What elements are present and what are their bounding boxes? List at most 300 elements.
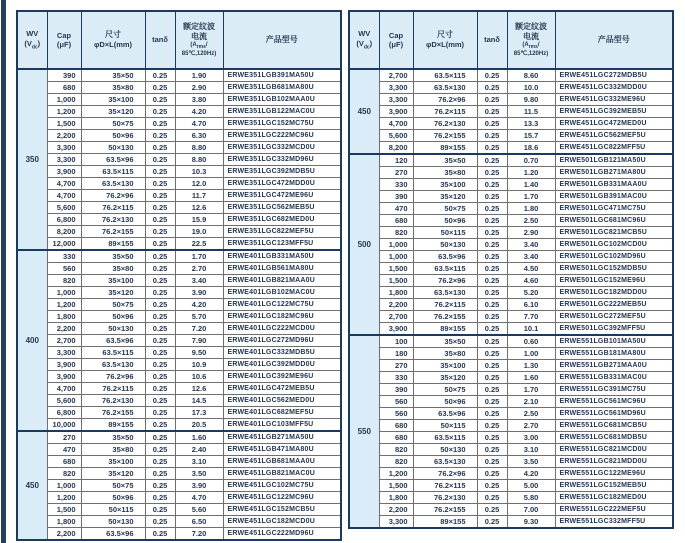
tan-cell: 0.25 xyxy=(477,69,507,82)
model-cell: ERWE401LGC182MC96U xyxy=(223,311,341,323)
ripple-header-line1: 额定纹波 xyxy=(515,22,547,32)
table-row xyxy=(349,94,673,106)
tan-cell: 0.25 xyxy=(477,251,507,263)
cap-cell: 3,300 xyxy=(47,154,81,166)
model-cell: ERWE401LGB561MA80U xyxy=(223,263,341,275)
model-cell: ERWE351LGC222MC96U xyxy=(223,130,341,142)
ripple-cell: 3.90 xyxy=(175,287,223,299)
tan-cell: 0.25 xyxy=(145,359,175,371)
tan-cell: 0.25 xyxy=(145,444,175,456)
table-row xyxy=(17,142,341,154)
size-cell: 35×120 xyxy=(413,191,477,203)
table-row xyxy=(349,348,673,360)
cap-cell: 1,800 xyxy=(379,287,413,299)
table-row xyxy=(349,287,673,299)
ripple-cell: 6.50 xyxy=(175,516,223,528)
ripple-cell: 1.20 xyxy=(507,167,555,179)
tan-cell: 0.25 xyxy=(145,250,175,263)
table-row xyxy=(17,82,341,94)
cap-cell: 10,000 xyxy=(47,419,81,432)
wv-unit-pre: (V xyxy=(24,38,32,48)
size-cell: 63.5×96 xyxy=(413,408,477,420)
model-cell: ERWE401LGC562MED0U xyxy=(223,395,341,407)
cap-cell: 2,200 xyxy=(47,528,81,541)
tan-cell: 0.25 xyxy=(477,227,507,239)
model-cell: ERWE451LGC152MCB5U xyxy=(223,504,341,516)
model-cell: ERWE451LGC332MDD0U xyxy=(555,82,673,94)
table-row xyxy=(349,118,673,130)
ripple-cell: 3.40 xyxy=(507,239,555,251)
cap-cell: 1,800 xyxy=(47,311,81,323)
ripple-cell: 6.30 xyxy=(175,130,223,142)
size-cell: 50×130 xyxy=(81,516,145,528)
table-row xyxy=(17,202,341,214)
table-row xyxy=(349,384,673,396)
col-header-wv xyxy=(349,11,379,69)
model-cell: ERWE351LGC152MC75U xyxy=(223,118,341,130)
table-row xyxy=(17,166,341,178)
cap-cell: 3,300 xyxy=(379,82,413,94)
ripple-cell: 18.6 xyxy=(507,142,555,155)
tan-cell: 0.25 xyxy=(145,142,175,154)
spec-table-left xyxy=(16,10,342,541)
cap-header-line2: (μF) xyxy=(388,40,404,49)
table-row xyxy=(349,167,673,179)
model-cell: ERWE551LGC681MDB5U xyxy=(555,432,673,444)
model-cell: ERWE551LGC821MCD0U xyxy=(555,444,673,456)
ripple-cell: 7.20 xyxy=(175,323,223,335)
size-cell: 35×50 xyxy=(413,335,477,348)
model-cell: ERWE501LGC392MFF5U xyxy=(555,323,673,336)
table-row xyxy=(17,528,341,541)
size-cell: 63.5×130 xyxy=(413,456,477,468)
cap-cell: 270 xyxy=(379,167,413,179)
table-row xyxy=(349,82,673,94)
table-row xyxy=(349,432,673,444)
tan-cell: 0.25 xyxy=(145,504,175,516)
tan-header-label: tanδ xyxy=(152,35,168,45)
size-cell: 35×50 xyxy=(81,69,145,82)
cap-cell: 2,700 xyxy=(379,69,413,82)
model-cell: ERWE451LGC182MCD0U xyxy=(223,516,341,528)
table-row xyxy=(17,275,341,287)
size-cell: 89×155 xyxy=(413,516,477,529)
tan-cell: 0.25 xyxy=(145,480,175,492)
ripple-cell: 3.40 xyxy=(507,251,555,263)
tan-cell: 0.25 xyxy=(145,82,175,94)
ripple-cell: 4.20 xyxy=(175,106,223,118)
model-cell: ERWE451LGB471MA80U xyxy=(223,444,341,456)
tan-cell: 0.25 xyxy=(477,82,507,94)
model-cell: ERWE451LGC222MD96U xyxy=(223,528,341,541)
model-cell: ERWE551LGC391MC75U xyxy=(555,384,673,396)
cap-cell: 2,200 xyxy=(47,130,81,142)
ripple-cell: 15.9 xyxy=(175,214,223,226)
size-cell: 63.5×96 xyxy=(81,335,145,347)
wv-unit-sub: dc xyxy=(31,44,38,51)
ripple-cell: 22.5 xyxy=(175,238,223,251)
model-cell: ERWE501LGB331MAA0U xyxy=(555,179,673,191)
size-cell: 76.2×96 xyxy=(413,275,477,287)
tan-cell: 0.25 xyxy=(477,348,507,360)
size-cell: 35×120 xyxy=(413,372,477,384)
wv-group-cell: 450 xyxy=(349,69,379,154)
table-row xyxy=(349,372,673,384)
model-cell: ERWE551LGC222MEF5U xyxy=(555,504,673,516)
cap-cell: 3,300 xyxy=(47,347,81,359)
size-cell: 35×100 xyxy=(413,360,477,372)
ripple-cell: 10.1 xyxy=(507,323,555,336)
cap-cell: 12,000 xyxy=(47,238,81,251)
ripple-cell: 1.90 xyxy=(175,69,223,82)
size-cell: 50×75 xyxy=(81,480,145,492)
table-row xyxy=(17,214,341,226)
size-cell: 63.5×115 xyxy=(413,69,477,82)
tan-cell: 0.25 xyxy=(477,287,507,299)
table-row xyxy=(17,516,341,528)
model-cell: ERWE501LGC272MEF5U xyxy=(555,311,673,323)
size-header-line2: φD×L(mm) xyxy=(93,40,133,50)
model-cell: ERWE401LGC472MEB5U xyxy=(223,383,341,395)
model-cell: ERWE551LGC122ME96U xyxy=(555,468,673,480)
ripple-header-line4: 85℃,120Hz) xyxy=(513,51,549,58)
size-cell: 50×115 xyxy=(413,420,477,432)
table-row xyxy=(349,504,673,516)
col-header-cap xyxy=(47,11,81,69)
cap-cell: 270 xyxy=(47,431,81,444)
model-cell: ERWE401LGC272MD96U xyxy=(223,335,341,347)
tan-cell: 0.25 xyxy=(477,179,507,191)
model-cell: ERWE351LGC392MDB5U xyxy=(223,166,341,178)
size-cell: 89×155 xyxy=(413,142,477,155)
tan-cell: 0.25 xyxy=(145,69,175,82)
wv-unit-pre: (V xyxy=(356,38,364,48)
col-header-ripple xyxy=(175,11,223,69)
ripple-cell: 6.10 xyxy=(507,299,555,311)
tan-cell: 0.25 xyxy=(145,287,175,299)
tan-cell: 0.25 xyxy=(145,371,175,383)
table-header xyxy=(349,11,673,69)
tan-cell: 0.25 xyxy=(145,166,175,178)
ripple-cell: 1.70 xyxy=(507,384,555,396)
cap-cell: 390 xyxy=(47,69,81,82)
ripple-header-line4: 85℃,120Hz) xyxy=(181,51,217,58)
model-cell: ERWE551LGB331MAC0U xyxy=(555,372,673,384)
cap-cell: 3,300 xyxy=(47,142,81,154)
cap-cell: 680 xyxy=(47,456,81,468)
model-cell: ERWE551LGB271MAA0U xyxy=(555,360,673,372)
model-cell: ERWE351LGB102MAA0U xyxy=(223,94,341,106)
model-cell: ERWE451LGC122MC96U xyxy=(223,492,341,504)
cap-cell: 680 xyxy=(379,432,413,444)
tan-cell: 0.25 xyxy=(477,203,507,215)
cap-cell: 180 xyxy=(379,348,413,360)
table-body-right xyxy=(349,69,673,528)
col-header-size xyxy=(81,11,145,69)
table-row xyxy=(17,106,341,118)
model-cell: ERWE501LGC102MD96U xyxy=(555,251,673,263)
ripple-cell: 14.5 xyxy=(175,395,223,407)
table-row xyxy=(349,263,673,275)
table-row xyxy=(349,227,673,239)
size-cell: 35×120 xyxy=(81,468,145,480)
ripple-cell: 2.40 xyxy=(175,444,223,456)
size-cell: 76.2×130 xyxy=(81,395,145,407)
cap-cell: 330 xyxy=(47,250,81,263)
size-cell: 35×80 xyxy=(81,263,145,275)
table-row xyxy=(17,154,341,166)
table-row xyxy=(349,299,673,311)
ripple-cell: 19.0 xyxy=(175,226,223,238)
ripple-cell: 15.7 xyxy=(507,130,555,142)
tan-cell: 0.25 xyxy=(477,504,507,516)
size-cell: 76.2×155 xyxy=(81,407,145,419)
ripple-cell: 1.70 xyxy=(175,250,223,263)
size-cell: 63.5×115 xyxy=(81,166,145,178)
cap-header-line1: Cap xyxy=(56,30,72,40)
cap-header-line2: (μF) xyxy=(56,40,72,49)
tan-cell: 0.25 xyxy=(145,154,175,166)
ripple-cell: 8.60 xyxy=(507,69,555,82)
size-cell: 89×155 xyxy=(81,238,145,251)
cap-cell: 3,300 xyxy=(379,94,413,106)
cap-cell: 680 xyxy=(379,420,413,432)
table-row xyxy=(349,215,673,227)
size-cell: 35×100 xyxy=(81,456,145,468)
tan-cell: 0.25 xyxy=(477,191,507,203)
ripple-cell: 2.50 xyxy=(507,408,555,420)
ripple-cell: 5.20 xyxy=(507,287,555,299)
size-cell: 35×100 xyxy=(413,179,477,191)
cap-cell: 1,200 xyxy=(47,492,81,504)
model-cell: ERWE351LGB391MA50U xyxy=(223,69,341,82)
size-cell: 35×50 xyxy=(81,250,145,263)
table-row xyxy=(349,179,673,191)
ripple-cell: 9.50 xyxy=(175,347,223,359)
ripple-cell: 3.10 xyxy=(175,456,223,468)
ripple-cell: 0.60 xyxy=(507,335,555,348)
size-cell: 76.2×130 xyxy=(413,118,477,130)
cap-cell: 3,900 xyxy=(47,371,81,383)
table-row xyxy=(17,492,341,504)
ripple-cell: 3.50 xyxy=(507,456,555,468)
table-row xyxy=(17,371,341,383)
table-row xyxy=(349,323,673,336)
ripple-cell: 1.00 xyxy=(507,348,555,360)
tan-cell: 0.25 xyxy=(145,516,175,528)
tan-cell: 0.25 xyxy=(145,407,175,419)
cap-cell: 1,500 xyxy=(379,480,413,492)
tan-cell: 0.25 xyxy=(145,130,175,142)
model-cell: ERWE401LGC122MC75U xyxy=(223,299,341,311)
wv-group-cell: 350 xyxy=(17,69,47,250)
ripple-cell: 10.3 xyxy=(175,166,223,178)
cap-cell: 680 xyxy=(379,215,413,227)
ripple-cell: 8.80 xyxy=(175,142,223,154)
size-cell: 35×100 xyxy=(81,275,145,287)
table-row xyxy=(349,142,673,155)
ripple-cell: 2.90 xyxy=(507,227,555,239)
tan-cell: 0.25 xyxy=(477,94,507,106)
model-cell: ERWE401LGC332MDB5U xyxy=(223,347,341,359)
col-header-tan xyxy=(145,11,175,69)
ripple-cell: 12.6 xyxy=(175,202,223,214)
size-cell: 50×96 xyxy=(81,130,145,142)
ripple-cell: 12.6 xyxy=(175,383,223,395)
cap-cell: 820 xyxy=(47,468,81,480)
table-row xyxy=(349,516,673,529)
model-cell: ERWE501LGC152MDB5U xyxy=(555,263,673,275)
cap-cell: 4,700 xyxy=(379,118,413,130)
model-header-label: 产品型号 xyxy=(265,35,298,44)
tan-cell: 0.25 xyxy=(145,118,175,130)
table-header xyxy=(17,11,341,69)
table-row xyxy=(17,311,341,323)
cap-cell: 1,500 xyxy=(47,118,81,130)
col-header-cap xyxy=(379,11,413,69)
cap-cell: 680 xyxy=(47,82,81,94)
wv-group-cell: 400 xyxy=(17,250,47,431)
ripple-unit-post: / xyxy=(205,42,208,49)
tan-cell: 0.25 xyxy=(477,456,507,468)
table-row xyxy=(349,360,673,372)
cap-cell: 1,800 xyxy=(47,516,81,528)
ripple-cell: 7.20 xyxy=(175,528,223,541)
ripple-cell: 4.70 xyxy=(175,492,223,504)
cap-cell: 6,800 xyxy=(47,214,81,226)
ripple-cell: 1.80 xyxy=(507,203,555,215)
size-cell: 63.5×96 xyxy=(81,528,145,541)
model-cell: ERWE451LGC562MEF5U xyxy=(555,130,673,142)
wv-group-cell: 500 xyxy=(349,154,379,335)
tan-cell: 0.25 xyxy=(477,384,507,396)
model-cell: ERWE451LGB821MAC0U xyxy=(223,468,341,480)
wv-unit-post: ) xyxy=(37,38,41,48)
cap-cell: 1,000 xyxy=(47,287,81,299)
table-row xyxy=(349,311,673,323)
ripple-cell: 2.70 xyxy=(175,263,223,275)
col-header-wv xyxy=(17,11,47,69)
size-cell: 50×75 xyxy=(81,118,145,130)
model-cell: ERWE501LGB391MAC0U xyxy=(555,191,673,203)
tan-cell: 0.25 xyxy=(477,408,507,420)
size-header-line2: φD×L(mm) xyxy=(425,40,465,50)
ripple-unit-pre: (A xyxy=(190,42,197,49)
table-row xyxy=(17,287,341,299)
table-row xyxy=(349,154,673,167)
size-cell: 63.5×130 xyxy=(413,82,477,94)
size-cell: 35×50 xyxy=(413,154,477,167)
ripple-header-line1: 额定纹波 xyxy=(183,22,215,32)
ripple-cell: 3.00 xyxy=(507,432,555,444)
tan-cell: 0.25 xyxy=(477,167,507,179)
col-header-model xyxy=(223,11,341,69)
size-cell: 50×96 xyxy=(81,492,145,504)
cap-cell: 3,900 xyxy=(379,106,413,118)
model-cell: ERWE451LGB681MAA0U xyxy=(223,456,341,468)
size-cell: 76.2×115 xyxy=(81,383,145,395)
model-cell: ERWE351LGC562MEB5U xyxy=(223,202,341,214)
size-cell: 63.5×115 xyxy=(81,347,145,359)
model-cell: ERWE351LGB122MAC0U xyxy=(223,106,341,118)
size-header-line1: 尺寸 xyxy=(437,30,453,40)
size-cell: 35×50 xyxy=(81,431,145,444)
cap-cell: 1,000 xyxy=(379,251,413,263)
size-cell: 50×130 xyxy=(413,444,477,456)
tan-cell: 0.25 xyxy=(145,395,175,407)
model-cell: ERWE551LGB181MA80U xyxy=(555,348,673,360)
size-cell: 76.2×115 xyxy=(413,106,477,118)
cap-cell: 5,600 xyxy=(47,202,81,214)
wv-group-cell: 550 xyxy=(349,335,379,528)
model-cell: ERWE401LGB102MAC0U xyxy=(223,287,341,299)
size-cell: 50×115 xyxy=(81,504,145,516)
size-cell: 76.2×130 xyxy=(81,214,145,226)
table-row xyxy=(349,396,673,408)
tan-cell: 0.25 xyxy=(477,118,507,130)
model-cell: ERWE551LGC561MC96U xyxy=(555,396,673,408)
size-cell: 50×130 xyxy=(81,323,145,335)
ripple-cell: 3.10 xyxy=(507,444,555,456)
ripple-cell: 13.3 xyxy=(507,118,555,130)
tan-cell: 0.25 xyxy=(477,396,507,408)
table-row xyxy=(17,94,341,106)
tan-cell: 0.25 xyxy=(145,492,175,504)
size-cell: 50×75 xyxy=(81,299,145,311)
ripple-cell: 10.0 xyxy=(507,82,555,94)
size-cell: 76.2×115 xyxy=(413,299,477,311)
ripple-cell: 1.30 xyxy=(507,360,555,372)
tan-cell: 0.25 xyxy=(145,347,175,359)
tan-cell: 0.25 xyxy=(145,263,175,275)
wv-header-line2 xyxy=(18,39,47,51)
ripple-cell: 3.90 xyxy=(175,480,223,492)
size-cell: 89×155 xyxy=(413,323,477,336)
col-header-size xyxy=(413,11,477,69)
cap-cell: 330 xyxy=(379,372,413,384)
model-cell: ERWE401LGB821MAA0U xyxy=(223,275,341,287)
wv-group-cell: 450 xyxy=(17,431,47,540)
size-cell: 35×120 xyxy=(81,106,145,118)
cap-cell: 560 xyxy=(379,408,413,420)
cap-cell: 820 xyxy=(379,444,413,456)
size-cell: 35×80 xyxy=(413,167,477,179)
ripple-cell: 0.70 xyxy=(507,154,555,167)
table-row xyxy=(17,395,341,407)
model-cell: ERWE401LGC392MDD0U xyxy=(223,359,341,371)
tan-cell: 0.25 xyxy=(477,106,507,118)
cap-cell: 330 xyxy=(379,179,413,191)
tan-cell: 0.25 xyxy=(477,360,507,372)
table-row xyxy=(17,118,341,130)
cap-cell: 820 xyxy=(47,275,81,287)
tan-cell: 0.25 xyxy=(145,419,175,432)
tan-cell: 0.25 xyxy=(145,202,175,214)
tan-cell: 0.25 xyxy=(477,215,507,227)
model-cell: ERWE401LGC392ME96U xyxy=(223,371,341,383)
model-cell: ERWE351LGC682MED0U xyxy=(223,214,341,226)
cap-cell: 470 xyxy=(379,203,413,215)
cap-cell: 1,200 xyxy=(47,299,81,311)
cap-cell: 3,900 xyxy=(47,359,81,371)
cap-cell: 390 xyxy=(379,191,413,203)
model-cell: ERWE501LGB121MA50U xyxy=(555,154,673,167)
tan-header-label: tanδ xyxy=(484,35,500,45)
cap-cell: 2,700 xyxy=(379,311,413,323)
tan-cell: 0.25 xyxy=(477,480,507,492)
model-header-label: 产品型号 xyxy=(597,35,630,44)
page-spine-bar xyxy=(1,0,6,543)
